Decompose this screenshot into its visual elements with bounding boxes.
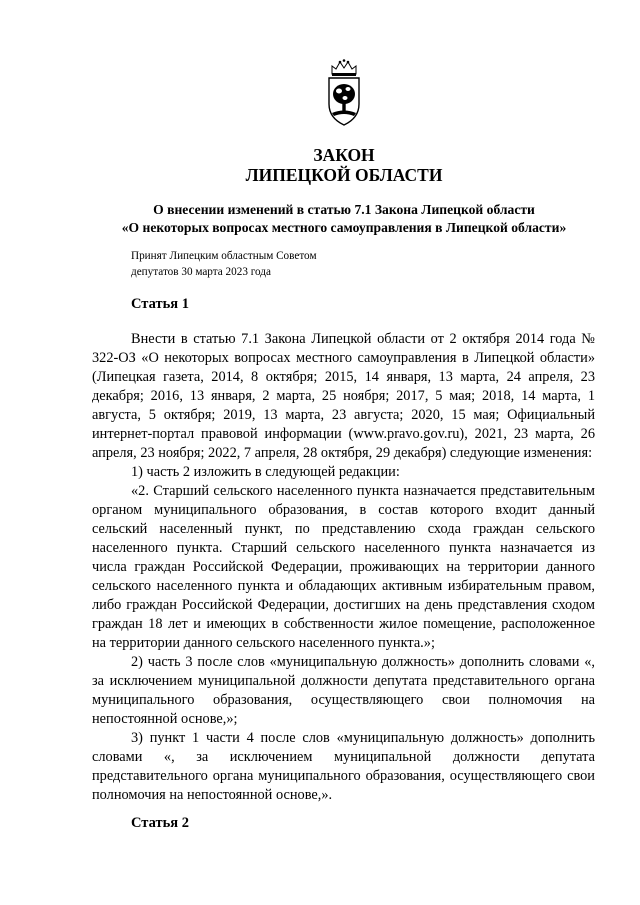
adoption-note-line1: Принят Липецким областным Советом: [131, 250, 317, 262]
article-1-body: [92, 330, 595, 805]
adoption-note: [131, 248, 317, 280]
adoption-note-line2: депутатов 30 марта 2023 года: [131, 266, 271, 278]
article-1-paragraph: 2) часть 3 после слов «муниципальную должность» дополнить словами «, за исключением муниципальной должности депутата представительного органа муниципального образования, осуществляющего свои полномочия на непостоянной основе,»;: [92, 654, 595, 727]
law-region: ЛИПЕЦКОЙ ОБЛАСТИ: [245, 165, 443, 185]
article-1-paragraph: Внести в статью 7.1 Закона Липецкой области от 2 октября 2014 года № 322-ОЗ «О некоторых вопросах местного самоуправления в Липецкой области» (Липецкая газета, 2014, 8 октября; 2015, 14 января, 13 марта, 24 апреля, 23 декабря; 2016, 13 января, 2 марта, 25 ноября; 2017, 5 мая; 2018, 14 марта, 1 августа, 5 октября; 2019, 13 марта, 23 августа; 2020, 15 мая; Официальный интернет-портал правовой информации (www.pravo.gov.ru), 2021, 23 марта, 26 апреля, 23 ноября; 2022, 7 апреля, 28 октября, 29 декабря) следующие изменения:: [92, 331, 595, 461]
article-1-paragraph: 1) часть 2 изложить в следующей редакции:: [131, 464, 400, 480]
lipetsk-coat-of-arms-icon: [326, 58, 362, 128]
article-2-heading: Статья 2: [131, 815, 189, 831]
law-subtitle-line2: «О некоторых вопросах местного самоуправления в Липецкой области»: [121, 220, 567, 235]
article-1-heading: Статья 1: [131, 296, 189, 312]
law-subtitle-line1: О внесении изменений в статью 7.1 Закона Липецкой области: [153, 202, 535, 217]
law-title: ЗАКОН: [313, 145, 375, 165]
article-1-paragraph: «2. Старший сельского населенного пункта назначается представительным органом муниципального образования, в состав которого входит данный сельский населенный пункт, по представлению схода граждан сельского населенного пункта. Старший сельского населенного пункта назначается из числа граждан Российской Федерации, проживающих на территории данного сельского населенного пункта и обладающих активным избирательным правом, либо граждан Российской Федерации, достигших на день представления сходом граждан 18 лет и имеющих в собственности жилое помещение, расположенное на территории данного сельского населенного пункта.»;: [92, 483, 595, 651]
article-1-paragraph: 3) пункт 1 части 4 после слов «муниципальную должность» дополнить словами «, за исключением муниципальной должности депутата представительного органа муниципального образования, осуществляющего свои полномочия на непостоянной основе,».: [92, 730, 595, 803]
